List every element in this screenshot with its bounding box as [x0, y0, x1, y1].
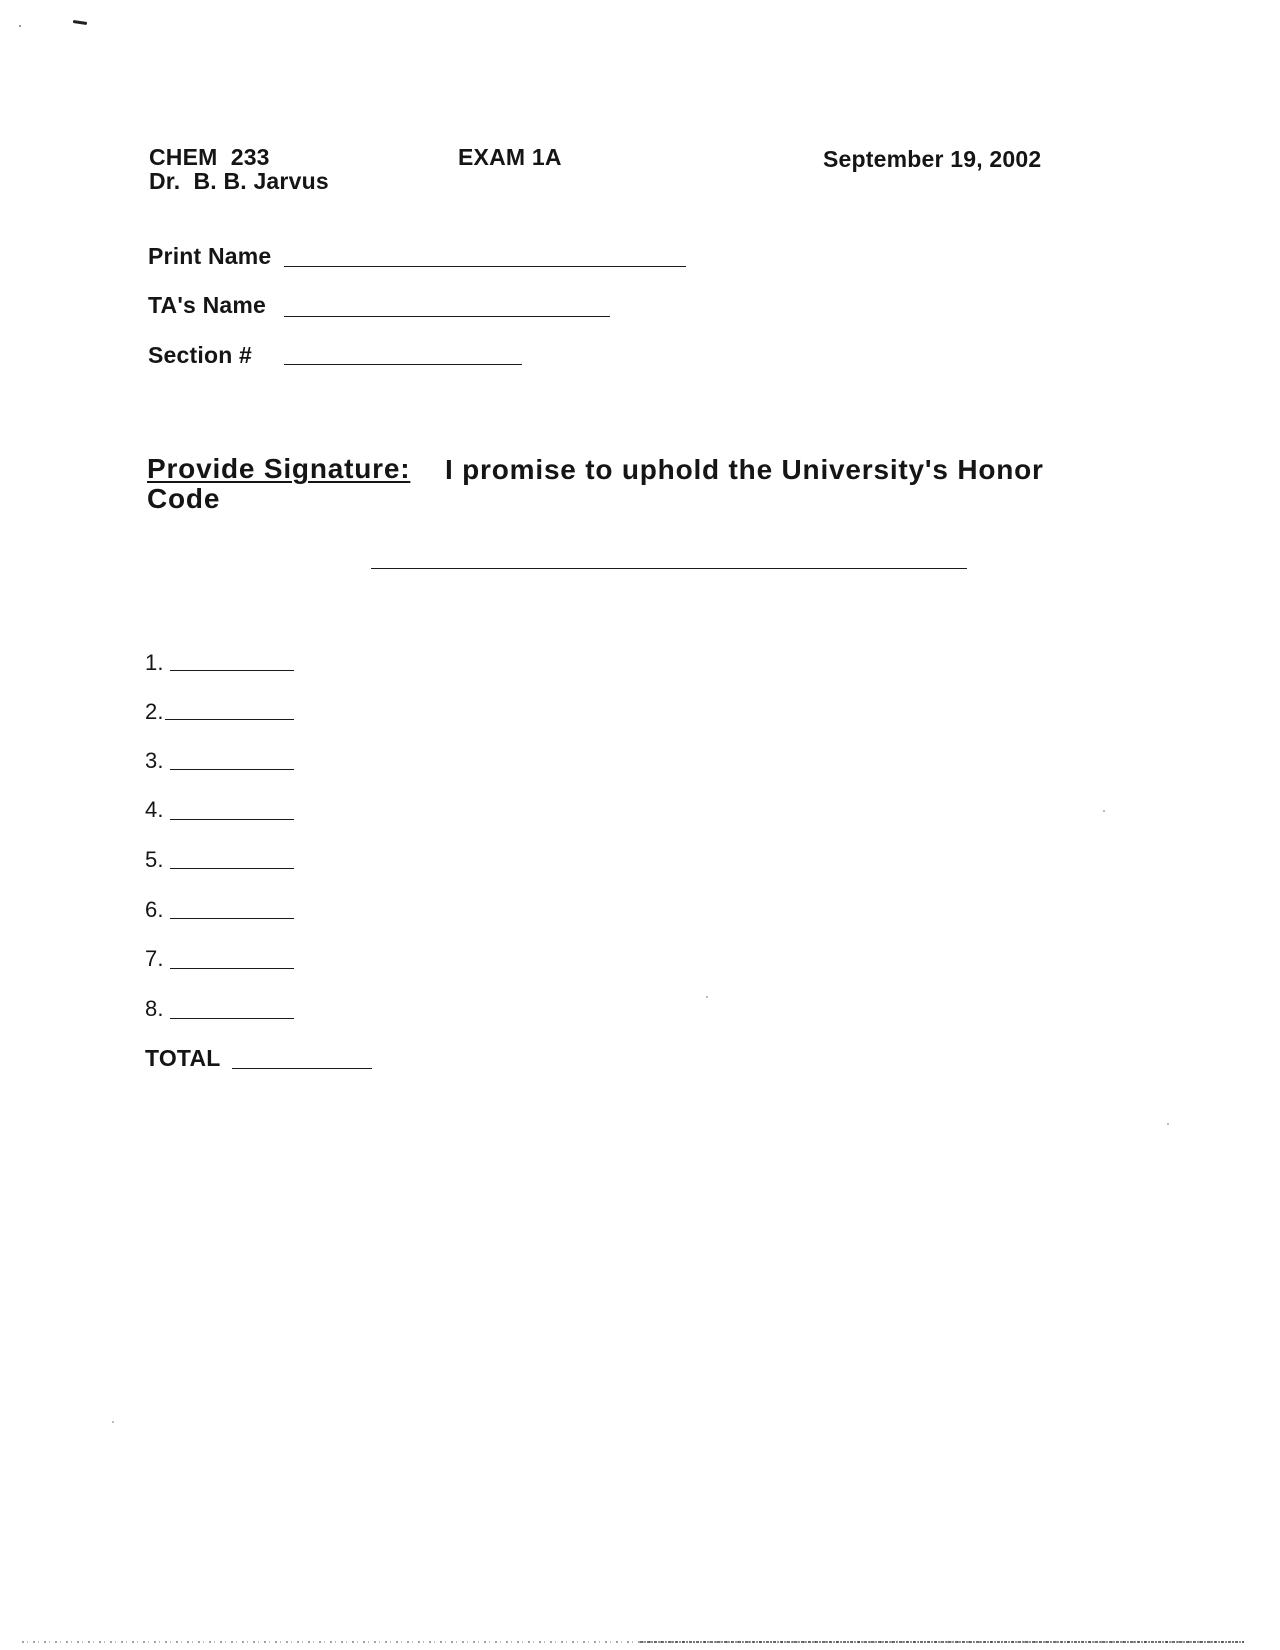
course-code: CHEM 233	[149, 144, 270, 170]
score-item-blank[interactable]	[170, 968, 294, 969]
score-item-blank[interactable]	[165, 719, 294, 720]
scan-mark	[73, 20, 87, 25]
exam-title: EXAM 1A	[458, 144, 562, 170]
section-label: Section #	[148, 342, 253, 368]
scan-dot	[1103, 810, 1105, 812]
scan-dot	[112, 1421, 114, 1423]
scan-edge-noise	[640, 1641, 1244, 1643]
total-blank[interactable]	[232, 1068, 372, 1069]
print-name-blank[interactable]	[284, 266, 686, 267]
score-item-number: 7.	[145, 946, 164, 971]
score-item-blank[interactable]	[170, 1018, 294, 1019]
section-blank[interactable]	[284, 364, 522, 365]
score-item-blank[interactable]	[170, 918, 294, 919]
score-item-number: 2.	[145, 699, 164, 724]
score-item-blank[interactable]	[170, 670, 294, 671]
scan-dot	[706, 996, 708, 998]
scan-dot	[1167, 1123, 1169, 1125]
score-item-number: 5.	[145, 847, 164, 872]
honor-code-statement-continued: Code	[147, 483, 221, 514]
score-item-blank[interactable]	[170, 769, 294, 770]
score-item-number: 3.	[145, 748, 164, 773]
score-item-blank[interactable]	[170, 819, 294, 820]
instructor-name: Dr. B. B. Jarvus	[149, 168, 329, 194]
signature-blank[interactable]	[371, 568, 967, 569]
score-item-blank[interactable]	[170, 868, 294, 869]
score-item-number: 1.	[145, 650, 164, 675]
signature-heading: Provide Signature:	[147, 453, 411, 484]
scan-dot	[19, 25, 21, 27]
print-name-label: Print Name	[148, 243, 272, 269]
honor-code-statement: I promise to uphold the University's Honor	[445, 454, 1044, 485]
ta-name-label: TA's Name	[148, 292, 267, 318]
ta-name-blank[interactable]	[284, 316, 610, 317]
score-item-number: 8.	[145, 996, 164, 1021]
score-item-number: 4.	[145, 797, 164, 822]
score-item-number: 6.	[145, 897, 164, 922]
exam-date: September 19, 2002	[823, 146, 1042, 172]
total-label: TOTAL	[145, 1045, 221, 1071]
